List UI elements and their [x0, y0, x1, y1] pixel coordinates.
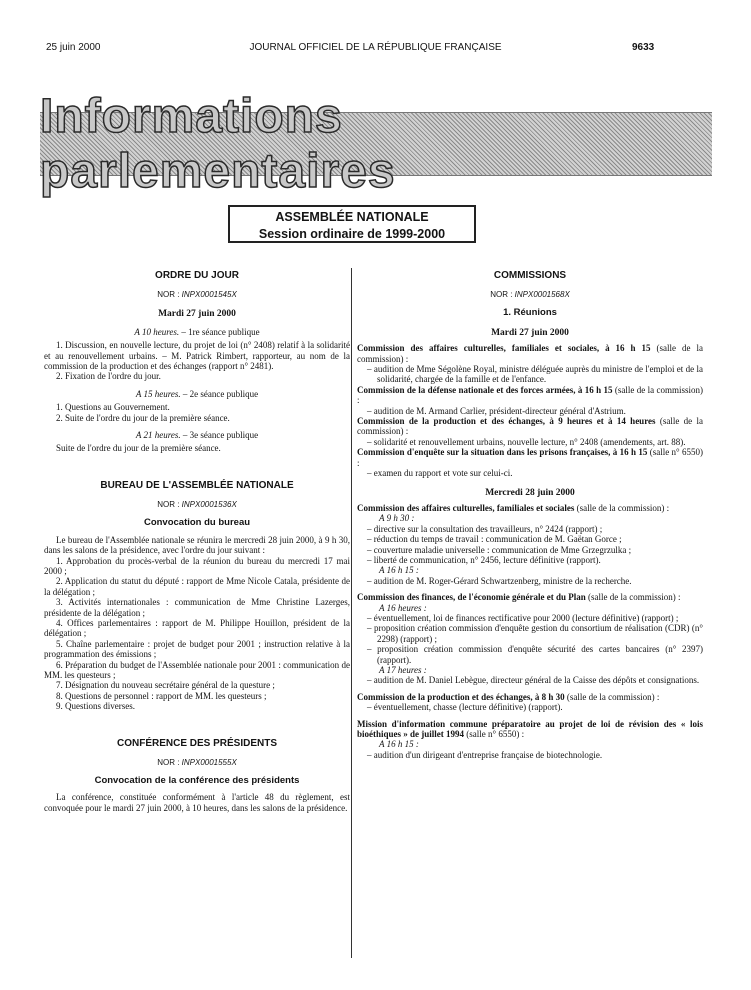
commission-3-item: – solidarité et renouvellement urbains, nouvelle lecture, n° 2408 (amendements, art. 88). [367, 436, 686, 447]
commissions-title: COMMISSIONS [493, 270, 567, 281]
bureau-item-7: 7. Désignation du nouveau secrétaire général de la questure ; [56, 680, 275, 691]
bureau-nor: NOR : INPX0001536X [157, 499, 237, 509]
commission-2-item: – audition de M. Armand Carlier, président-directeur général d'Astrium. [367, 405, 626, 416]
commission-6-time-1: A 16 heures : [379, 602, 427, 613]
bureau-item-3: 3. Activités internationales : communication de Mme Christine Lazerges, présidente de la délégation ; [44, 597, 350, 618]
seance-3-item-1: Suite de l'ordre du jour de la première séance. [56, 443, 221, 454]
bureau-item-8: 8. Questions de personnel : rapport de MM. les questeurs ; [56, 690, 267, 701]
commission-5-item-5: – audition de M. Roger-Gérard Schwartzenberg, ministre de la recherche. [367, 575, 632, 586]
commission-5-time-1: A 9 h 30 : [379, 513, 415, 524]
conf-text: La conférence, constituée conformément à l'article 48 du règlement, est convoquée pour le mardi 27 juin 2000, à 10 heures, dans les salons de la présidence. [44, 792, 350, 813]
commission-2: Commission de la défense nationale et des forces armées, à 16 h 15 (salle de la commission) : [357, 384, 703, 406]
commission-1: Commission des affaires culturelles, familiales et sociales, à 16 h 15 (salle de la commission) : [357, 343, 703, 364]
bureau-item-6: 6. Préparation du budget de l'Assemblée nationale pour 2001 : communication de MM. les questeurs ; [44, 659, 350, 680]
commission-8-item: – audition d'un dirigeant d'entreprise française de biotechnologie. [367, 749, 603, 760]
header-page-number: 9633 [632, 42, 655, 53]
bureau-item-1: 1. Approbation du procès-verbal de la réunion du bureau du mercredi 17 mai 2000 ; [44, 555, 350, 576]
bureau-title: BUREAU DE L'ASSEMBLÉE NATIONALE [100, 479, 294, 491]
bureau-intro: Le bureau de l'Assemblée nationale se réunira le mercredi 28 juin 2000, à 9 h 30, dans les salons de la présidence, avec l'ordre du jour suivant : [44, 534, 350, 556]
ordre-date: Mardi 27 juin 2000 [158, 309, 236, 320]
commissions-nor: NOR : INPX0001568X [490, 290, 570, 299]
date-mardi: Mardi 27 juin 2000 [491, 327, 569, 338]
commission-5-item-2: – réduction du temps de travail : communication de M. Gaëtan Gorce ; [367, 534, 622, 545]
seance-1: A 10 heures. – 1re séance publique [134, 326, 260, 337]
commission-6-item-4: – audition de M. Daniel Lebègue, directeur général de la Caisse des dépôts et consignations. [367, 675, 700, 686]
commission-4-item: – examen du rapport et vote sur celui-ci. [367, 468, 513, 479]
conf-nor: NOR : INPX0001555X [157, 757, 237, 767]
commission-8-time: A 16 h 15 : [379, 739, 419, 750]
running-header [0, 42, 751, 56]
bureau-item-2: 2. Application du statut du député : rapport de Mme Nicole Catala, présidente de la délégation ; [44, 576, 350, 597]
left-column [44, 270, 350, 813]
right-column [357, 270, 703, 760]
ordre-title: ORDRE DU JOUR [155, 270, 239, 281]
assembly-name: ASSEMBLÉE NATIONALE [275, 210, 429, 224]
date-mercredi: Mercredi 28 juin 2000 [485, 487, 575, 498]
commission-1-item: – audition de Mme Ségolène Royal, ministre déléguée auprès du ministre de l'emploi et de la solidarité, chargée de la famille et de l'enfance. [367, 364, 703, 385]
bureau-item-9: 9. Questions diverses. [56, 701, 135, 712]
banner-title: Informations parlementaires [40, 90, 396, 198]
seance-1-item-1: 1. Discussion, en nouvelle lecture, du projet de loi (n° 2408) relatif à la solidarité et au renouvellement urbains. – M. Patrick Rimbert, rapporteur, au nom de la commission de la production et des échanges (rapport n° 2481). [44, 340, 350, 372]
seance-3: A 21 heures. – 3e séance publique [135, 430, 259, 441]
commission-6: Commission des finances, de l'économie générale et du Plan (salle de la commission) : [357, 592, 681, 603]
commission-7: Commission de la production et des échanges, à 8 h 30 (salle de la commission) : [357, 691, 660, 702]
column-divider [351, 268, 352, 958]
seance-2-item-2: 2. Suite de l'ordre du jour de la première séance. [56, 412, 230, 423]
conf-subtitle: Convocation de la conférence des présidents [94, 775, 300, 786]
commission-5-time-2: A 16 h 15 : [379, 565, 419, 576]
header-journal: JOURNAL OFFICIEL DE LA RÉPUBLIQUE FRANÇAISE [249, 42, 502, 53]
commission-6-item-3: – proposition création commission d'enquête sécurité des cartes bancaires (n° 2397) (rapport). [367, 644, 703, 665]
session-name: Session ordinaire de 1999-2000 [258, 227, 446, 241]
ordre-nor: NOR : INPX0001545X [157, 290, 237, 299]
seance-1-item-2: 2. Fixation de l'ordre du jour. [56, 371, 161, 382]
commission-6-item-2: – proposition création commission d'enquête gestion du consortium de réalisation (CDR) (n° 2298) (rapport) ; [367, 623, 703, 644]
commission-6-item-1: – éventuellement, loi de finances rectificative pour 2000 (lecture définitive) (rapport) ; [367, 612, 679, 623]
header-date: 25 juin 2000 [46, 42, 101, 53]
commission-4: Commission d'enquête sur la situation dans les prisons françaises, à 16 h 15 (salle n° 6550) : [357, 447, 704, 468]
commission-5-item-4: – liberté de communication, n° 2456, lecture définitive (rapport). [367, 554, 601, 565]
bureau-item-5: 5. Chaîne parlementaire : projet de budget pour 2001 ; instruction relative à la programmation des émissions ; [44, 638, 350, 660]
conf-title: CONFÉRENCE DES PRÉSIDENTS [116, 737, 278, 749]
seance-2-item-1: 1. Questions au Gouvernement. [56, 402, 170, 413]
commission-7-item: – éventuellement, chasse (lecture définitive) (rapport). [367, 702, 563, 713]
bureau-item-4: 4. Offices parlementaires : rapport de M. Philippe Houillon, président de la délégation ; [44, 617, 350, 639]
commission-5-item-1: – directive sur la consultation des travailleurs, n° 2424 (rapport) ; [367, 523, 603, 534]
bureau-subtitle: Convocation du bureau [143, 517, 251, 529]
seance-2: A 15 heures. – 2e séance publique [135, 388, 259, 399]
commission-5-item-3: – couverture maladie universelle : communication de Mme Grzegrzulka ; [367, 544, 632, 555]
reunions-subtitle: 1. Réunions [503, 307, 557, 319]
commission-6-time-2: A 17 heures : [379, 665, 427, 675]
section-banner [40, 90, 712, 198]
commission-5: Commission des affaires culturelles, familiales et sociales (salle de la commission) : [357, 502, 670, 513]
commission-8: Mission d'information commune préparatoire au projet de loi de révision des « lois bioéthiques » de juillet 1994 (salle n° 6550) : [357, 718, 703, 740]
commission-3: Commission de la production et des échanges, à 9 heures et à 14 heures (salle de la commission) : [357, 416, 703, 437]
assembly-title-box [228, 205, 476, 243]
